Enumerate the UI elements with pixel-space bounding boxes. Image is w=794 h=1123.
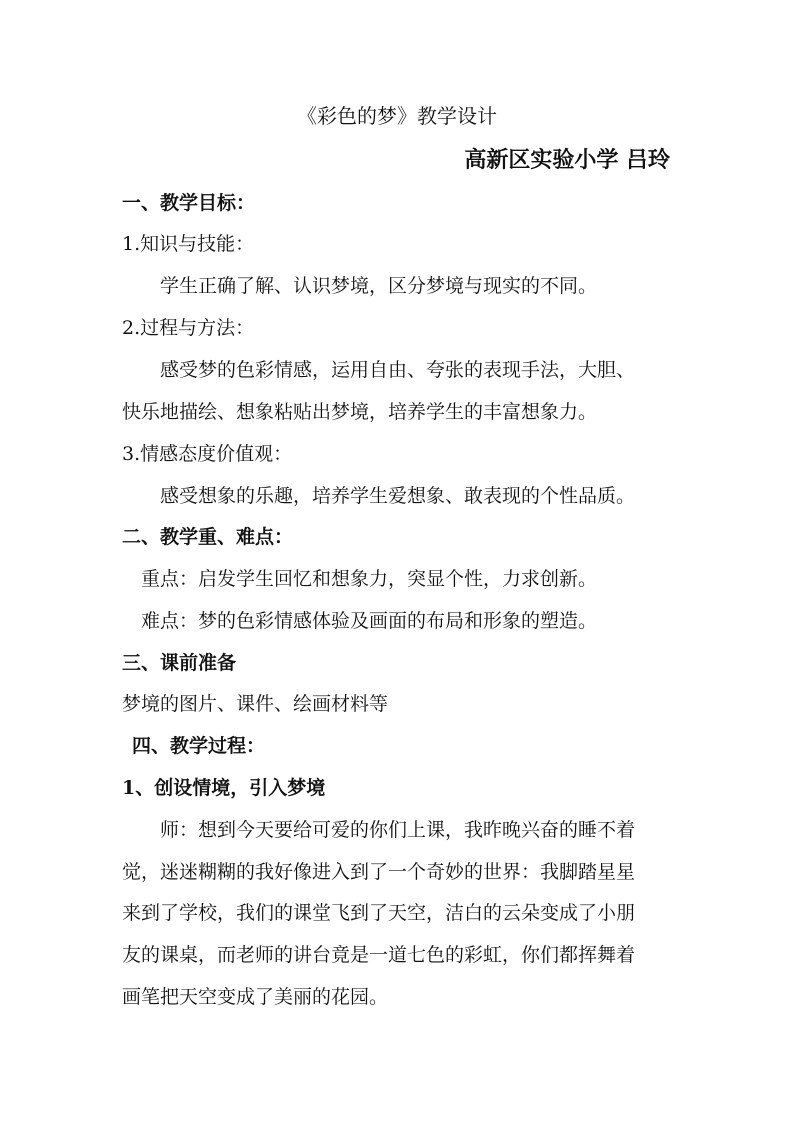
key-point-text: 重点：启发学生回忆和想象力，突显个性，力求创新。 <box>141 568 598 590</box>
subheading-knowledge: 1.知识与技能： <box>122 233 255 255</box>
step-heading-1: 1、创设情境，引入梦境 <box>122 777 326 799</box>
difficulty-text: 难点：梦的色彩情感体验及画面的布局和形象的塑造。 <box>141 610 598 632</box>
paragraph-step1-line2: 觉，迷迷糊糊的我好像进入到了一个奇妙的世界：我脚踏星星 <box>122 861 636 883</box>
paragraph-process-line2: 快乐地描绘、想象粘贴出梦境，培养学生的丰富想象力。 <box>122 401 598 423</box>
paragraph-step1-line1: 师：想到今天要给可爱的你们上课，我昨晚兴奋的睡不着 <box>160 819 636 841</box>
paragraph-step1-line4: 友的课桌，而老师的讲台竟是一道七色的彩虹，你们都挥舞着 <box>122 944 636 966</box>
author-line: 高新区实验小学 吕玲 <box>464 147 670 173</box>
preparation-text: 梦境的图片、课件、绘画材料等 <box>122 693 389 715</box>
paragraph-step1-line5: 画笔把天空变成了美丽的花园。 <box>122 986 389 1008</box>
page-title: 《彩色的梦》教学设计 <box>297 104 497 128</box>
paragraph-process-line1: 感受梦的色彩情感，运用自由、夸张的表现手法，大胆、 <box>160 359 636 381</box>
section-heading-objectives: 一、教学目标： <box>122 192 256 214</box>
section-heading-preparation: 三、课前准备 <box>122 652 237 674</box>
paragraph-step1-line3: 来到了学校，我们的课堂飞到了天空，洁白的云朵变成了小朋 <box>122 902 636 924</box>
section-heading-key-points: 二、教学重、难点： <box>122 526 294 548</box>
paragraph-knowledge: 学生正确了解、认识梦境，区分梦境与现实的不同。 <box>160 275 598 297</box>
paragraph-attitude: 感受想象的乐趣，培养学生爱想象、敢表现的个性品质。 <box>160 485 636 507</box>
subheading-attitude: 3.情感态度价值观： <box>122 443 293 465</box>
section-heading-process: 四、教学过程： <box>132 735 266 757</box>
subheading-process: 2.过程与方法： <box>122 317 255 339</box>
